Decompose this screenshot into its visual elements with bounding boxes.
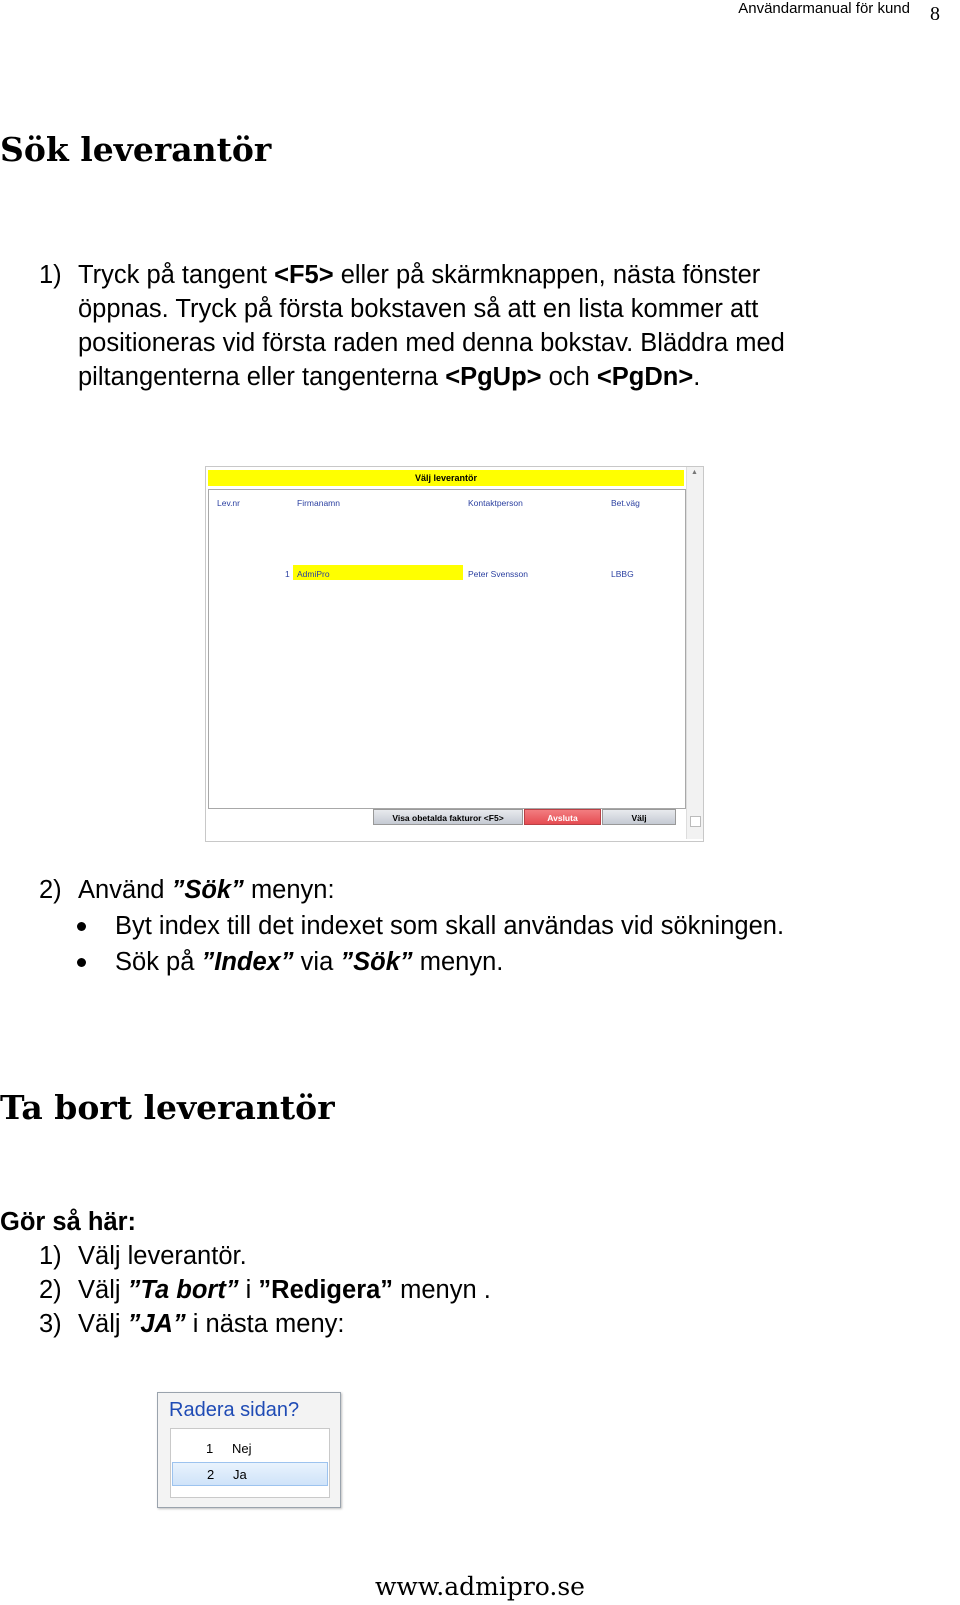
column-header-kontaktperson[interactable]: Kontaktperson xyxy=(468,498,523,508)
section-heading-tabort: Ta bort leverantör xyxy=(0,1088,335,1127)
footer-url[interactable]: www.admipro.se xyxy=(375,1572,585,1601)
scroll-up-icon[interactable]: ▲ xyxy=(691,469,698,476)
row-levnr[interactable]: 1 xyxy=(285,569,290,579)
select-button[interactable]: Välj xyxy=(602,809,676,825)
scroll-square-icon[interactable] xyxy=(690,816,701,827)
step2-text: Använd ”Sök” menyn: xyxy=(78,876,335,904)
header-title: Användarmanual för kund xyxy=(738,0,910,17)
howto-label: Gör så här: xyxy=(0,1208,137,1236)
section-heading-sok: Sök leverantör xyxy=(0,130,272,169)
row-betvag[interactable]: LBBG xyxy=(611,569,634,579)
step-number: 2) xyxy=(39,1276,62,1304)
tabort-step3: Välj ”JA” i nästa meny: xyxy=(78,1310,345,1338)
dialog-title: Radera sidan? xyxy=(169,1399,300,1421)
column-header-firmanamn[interactable]: Firmanamn xyxy=(297,498,340,508)
step1-line1: Tryck på tangent <F5> eller på skärmknappen, nästa fönster xyxy=(78,261,761,289)
column-header-betvag[interactable]: Bet.väg xyxy=(611,498,640,508)
row-firmanamn[interactable]: AdmiPro xyxy=(297,569,330,579)
supplier-list[interactable] xyxy=(208,489,686,809)
column-header-levnr[interactable]: Lev.nr xyxy=(217,498,240,508)
step1-line2: öppnas. Tryck på första bokstaven så att en lista kommer att xyxy=(78,295,759,323)
step1-line4: piltangenterna eller tangenterna <PgUp> och <PgDn>. xyxy=(78,363,701,391)
supplier-select-window xyxy=(205,466,704,842)
page-number: 8 xyxy=(930,3,940,25)
step1-line3: positioneras vid första raden med denna bokstav. Bläddra med xyxy=(78,329,785,357)
bullet-item: Byt index till det indexet som skall användas vid sökningen. xyxy=(115,912,785,940)
step-number: 2) xyxy=(39,876,62,904)
step-number: 3) xyxy=(39,1310,62,1338)
bullet-icon xyxy=(77,958,86,967)
dialog-options-list xyxy=(170,1428,330,1498)
step-number: 1) xyxy=(39,1242,62,1270)
option-nej[interactable]: 1 Nej xyxy=(206,1441,252,1456)
window-title: Välj leverantör xyxy=(208,470,684,486)
delete-confirm-dialog xyxy=(157,1392,341,1508)
step-number: 1) xyxy=(39,261,62,289)
scrollbar[interactable] xyxy=(686,467,703,839)
show-unpaid-invoices-button[interactable]: Visa obetalda fakturor <F5> xyxy=(373,809,523,825)
row-kontaktperson[interactable]: Peter Svensson xyxy=(468,569,529,579)
bullet-item: Sök på ”Index” via ”Sök” menyn. xyxy=(115,948,504,976)
tabort-step2: Välj ”Ta bort” i ”Redigera” menyn . xyxy=(78,1276,491,1304)
bullet-icon xyxy=(77,922,86,931)
tabort-step1: Välj leverantör. xyxy=(78,1242,247,1270)
quit-button[interactable]: Avsluta xyxy=(524,809,601,825)
option-ja[interactable]: 2 Ja xyxy=(172,1462,328,1486)
